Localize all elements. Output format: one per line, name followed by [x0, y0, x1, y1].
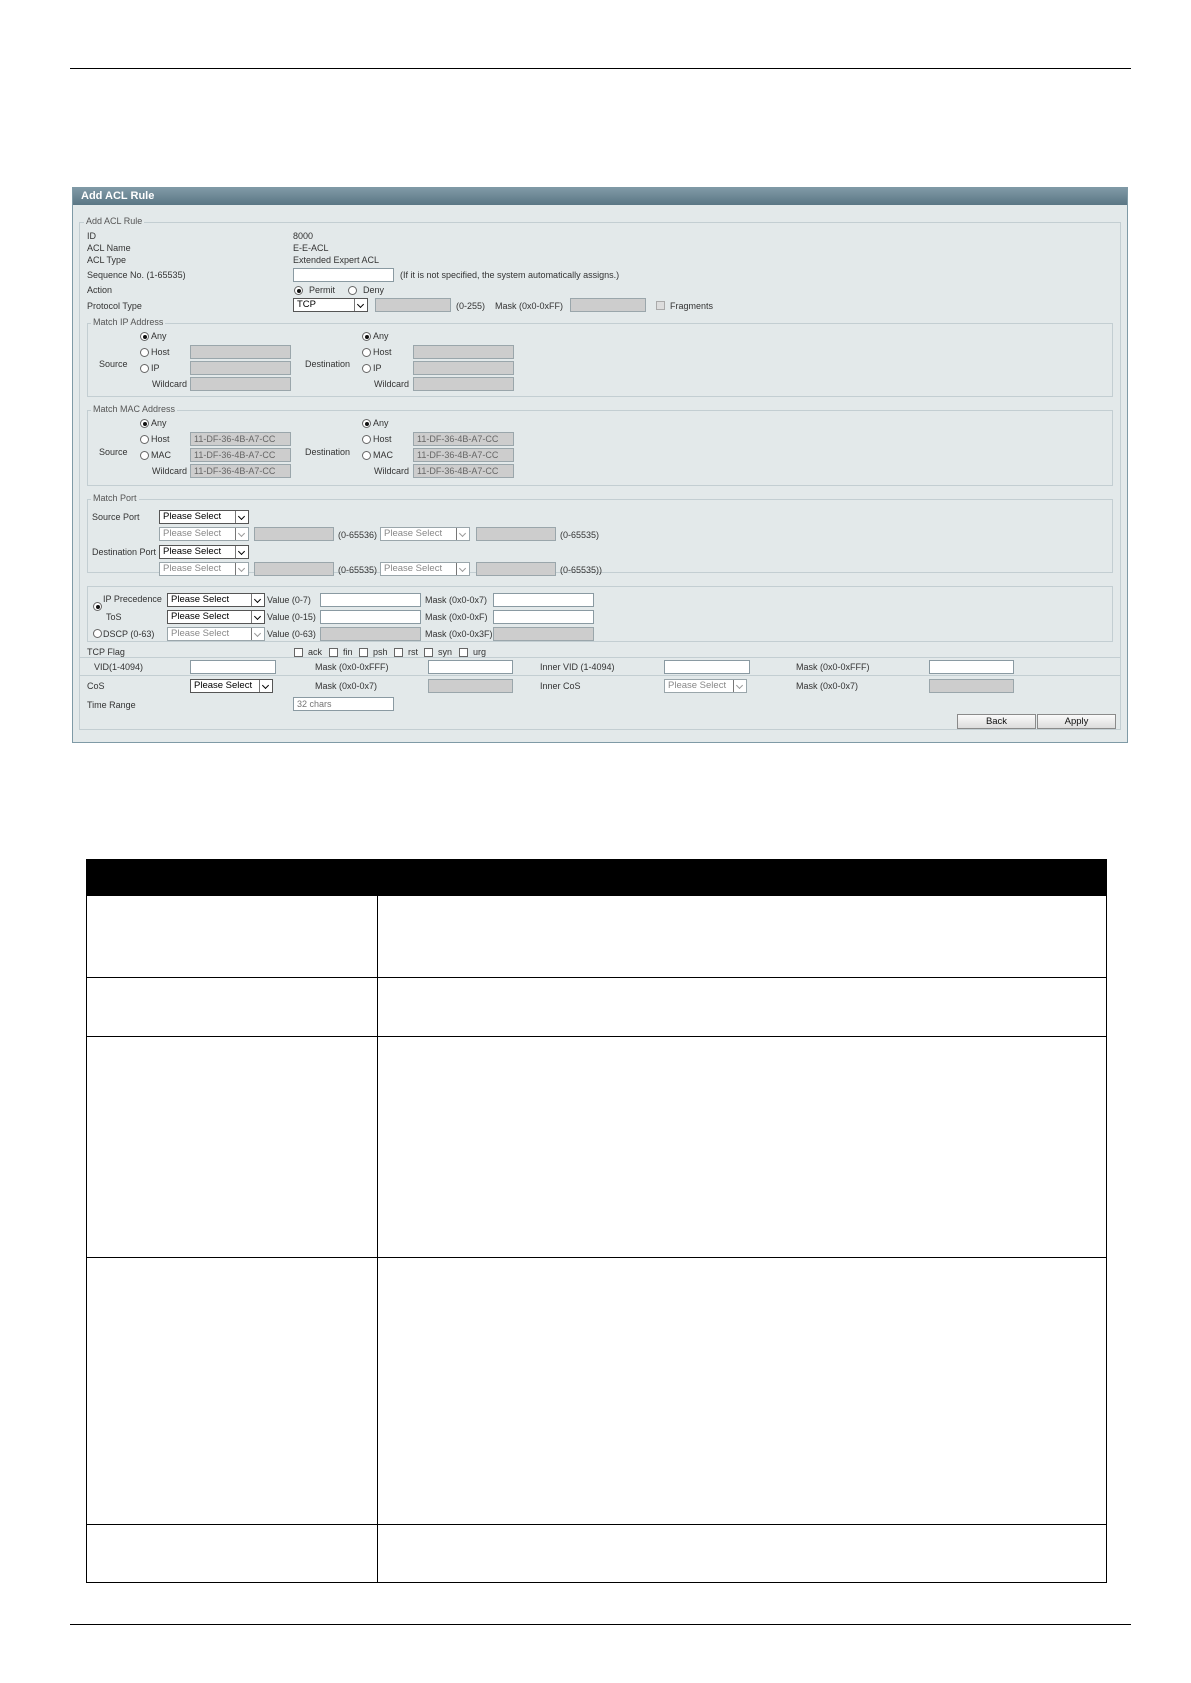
- protocol-type-select[interactable]: TCP: [293, 298, 368, 312]
- ip-precedence-select[interactable]: Please Select: [167, 593, 265, 607]
- mac-source-label: Source: [99, 447, 128, 457]
- destination-port-start-input: [254, 562, 334, 576]
- ip-precedence-mask-label: Mask (0x0-0x7): [425, 595, 488, 605]
- ip-source-ip-input: [190, 361, 291, 375]
- ip-dest-ip-radio[interactable]: [362, 364, 371, 373]
- tos-value-label: Value (0-15): [267, 612, 316, 622]
- match-ip-legend: Match IP Address: [93, 317, 164, 327]
- destination-port-label: Destination Port: [92, 547, 157, 557]
- acl-type-value: Extended Expert ACL: [293, 255, 380, 265]
- cos-label: CoS: [87, 681, 105, 691]
- inner-vid-mask-input[interactable]: [929, 660, 1014, 674]
- acl-name-value: E-E-ACL: [293, 243, 329, 253]
- ip-dest-ip-label: IP: [373, 363, 382, 373]
- mac-dest-any-label: Any: [373, 418, 389, 428]
- ip-source-ip-radio[interactable]: [140, 364, 149, 373]
- mac-dest-wildcard-label: Wildcard: [374, 466, 410, 476]
- id-label: ID: [87, 231, 96, 241]
- source-port-operator-select: Please Select: [159, 527, 249, 541]
- apply-button[interactable]: Apply: [1037, 714, 1116, 729]
- vid-mask-input[interactable]: [428, 660, 513, 674]
- time-range-label: Time Range: [87, 700, 136, 710]
- tcp-flag-rst-checkbox[interactable]: [394, 648, 403, 657]
- ip-dest-host-label: Host: [373, 347, 392, 357]
- dscp-radio[interactable]: [93, 629, 102, 638]
- sequence-label: Sequence No. (1-65535): [87, 270, 186, 280]
- tcp-flag-syn-label: syn: [438, 647, 453, 657]
- chevron-down-icon: [235, 546, 248, 558]
- mac-dest-host-radio[interactable]: [362, 435, 371, 444]
- tcp-flag-urg-label: urg: [473, 647, 487, 657]
- inner-cos-mask-input: [929, 679, 1014, 693]
- destination-port-select[interactable]: Please Select: [159, 545, 249, 559]
- tcp-flag-psh-label: psh: [373, 647, 388, 657]
- mac-dest-host-input: [413, 432, 514, 446]
- time-range-input[interactable]: [293, 697, 394, 711]
- section-title: Add ACL Rule: [86, 216, 143, 226]
- id-value: 8000: [293, 231, 314, 241]
- destination-port-range-2: (0-65535)): [560, 565, 603, 575]
- table-row: [87, 1524, 1106, 1525]
- permit-radio[interactable]: [294, 286, 303, 295]
- mac-source-wildcard-input: [190, 464, 291, 478]
- ip-dest-wildcard-input: [413, 377, 514, 391]
- permit-label: Permit: [309, 285, 336, 295]
- mac-dest-mac-radio[interactable]: [362, 451, 371, 460]
- source-port-start-input: [254, 527, 334, 541]
- action-label: Action: [87, 285, 113, 295]
- tcp-flag-ack-checkbox[interactable]: [294, 648, 303, 657]
- table-column-divider: [377, 896, 378, 1582]
- acl-type-label: ACL Type: [87, 255, 127, 265]
- mac-source-mac-label: MAC: [151, 450, 171, 460]
- chevron-down-icon: [235, 563, 248, 575]
- protocol-range: (0-255): [456, 301, 486, 311]
- inner-cos-select: Please Select: [664, 679, 747, 693]
- ip-precedence-value-label: Value (0-7): [267, 595, 311, 605]
- table-header: [87, 860, 1106, 896]
- ip-source-wildcard-input: [190, 377, 291, 391]
- mac-source-host-label: Host: [151, 434, 170, 444]
- inner-cos-mask-label: Mask (0x0-0x7): [796, 681, 859, 691]
- protocol-mask-input: [570, 298, 646, 312]
- tos-mask-label: Mask (0x0-0xF): [425, 612, 488, 622]
- source-port-select[interactable]: Please Select: [159, 510, 249, 524]
- chevron-down-icon: [235, 511, 248, 523]
- mac-dest-mac-label: MAC: [373, 450, 393, 460]
- tcp-flag-fin-label: fin: [343, 647, 353, 657]
- ip-precedence-value-input[interactable]: [320, 593, 421, 607]
- mac-source-host-radio[interactable]: [140, 435, 149, 444]
- ip-dest-ip-input: [413, 361, 514, 375]
- tcp-flag-ack-label: ack: [308, 647, 323, 657]
- back-button[interactable]: Back: [957, 714, 1036, 729]
- chevron-down-icon: [251, 628, 264, 640]
- chevron-down-icon: [259, 680, 272, 692]
- dscp-value-label: Value (0-63): [267, 629, 316, 639]
- chevron-down-icon: [251, 594, 264, 606]
- deny-label: Deny: [363, 285, 385, 295]
- match-mac-legend: Match MAC Address: [93, 404, 176, 414]
- cos-select[interactable]: Please Select: [190, 679, 273, 693]
- ip-dest-any-radio[interactable]: [362, 332, 371, 341]
- tcp-flag-label: TCP Flag: [87, 647, 125, 657]
- vid-mask-label: Mask (0x0-0xFFF): [315, 662, 389, 672]
- destination-port-range-1: (0-65535): [338, 565, 378, 575]
- chevron-down-icon: [235, 528, 248, 540]
- ip-source-host-label: Host: [151, 347, 170, 357]
- protocol-id-input: [375, 298, 451, 312]
- tos-label: ToS: [106, 612, 122, 622]
- mac-source-any-radio[interactable]: [140, 419, 149, 428]
- ip-source-any-label: Any: [151, 331, 167, 341]
- mac-source-mac-radio[interactable]: [140, 451, 149, 460]
- fragments-checkbox: [656, 301, 665, 310]
- vid-input[interactable]: [190, 660, 276, 674]
- mac-dest-any-radio[interactable]: [362, 419, 371, 428]
- mac-destination-label: Destination: [305, 447, 351, 457]
- tcp-flag-syn-checkbox[interactable]: [424, 648, 433, 657]
- source-port-operator2-select: Please Select: [380, 527, 470, 541]
- ip-precedence-radio[interactable]: [93, 602, 102, 611]
- inner-vid-input[interactable]: [664, 660, 750, 674]
- cos-mask-label: Mask (0x0-0x7): [315, 681, 378, 691]
- sequence-hint: (If it is not specified, the system automatically assigns.): [400, 270, 620, 280]
- ip-precedence-mask-input[interactable]: [493, 593, 594, 607]
- mac-dest-mac-input: [413, 448, 514, 462]
- chevron-down-icon: [456, 528, 469, 540]
- cos-mask-input: [428, 679, 513, 693]
- match-port-legend: Match Port: [93, 493, 137, 503]
- tcp-flag-fin-checkbox[interactable]: [329, 648, 338, 657]
- protocol-type-label: Protocol Type: [87, 301, 142, 311]
- source-port-end-input: [476, 527, 556, 541]
- header-rule: [70, 68, 1131, 69]
- ip-source-label: Source: [99, 359, 128, 369]
- tcp-flag-urg-checkbox[interactable]: [459, 648, 468, 657]
- add-acl-rule-panel: [72, 187, 1128, 743]
- dscp-value-input: [320, 627, 421, 641]
- source-port-label: Source Port: [92, 512, 140, 522]
- dscp-mask-label: Mask (0x0-0x3F): [425, 629, 493, 639]
- inner-vid-label: Inner VID (1-4094): [540, 662, 615, 672]
- ip-precedence-label: IP Precedence: [103, 594, 162, 604]
- dscp-label: DSCP (0-63): [103, 629, 155, 639]
- ip-dest-host-radio[interactable]: [362, 348, 371, 357]
- source-port-range-2: (0-65535): [560, 530, 600, 540]
- chevron-down-icon: [354, 299, 367, 311]
- chevron-down-icon: [456, 563, 469, 575]
- table-row: [87, 1257, 1106, 1258]
- ip-source-any-radio[interactable]: [140, 332, 149, 341]
- table-row: [87, 977, 1106, 978]
- deny-radio[interactable]: [348, 286, 357, 295]
- acl-name-label: ACL Name: [87, 243, 131, 253]
- footer-rule: [70, 1624, 1131, 1625]
- tos-mask-input[interactable]: [493, 610, 594, 624]
- parameter-table: [86, 859, 1107, 1583]
- vid-label: VID(1-4094): [94, 662, 144, 672]
- ip-source-wildcard-label: Wildcard: [152, 379, 188, 389]
- inner-cos-label: Inner CoS: [540, 681, 581, 691]
- dscp-mask-input: [493, 627, 594, 641]
- mac-source-wildcard-label: Wildcard: [152, 466, 188, 476]
- tcp-flag-rst-label: rst: [408, 647, 418, 657]
- mac-dest-wildcard-input: [413, 464, 514, 478]
- destination-port-operator2-select: Please Select: [380, 562, 470, 576]
- ip-destination-label: Destination: [305, 359, 351, 369]
- ip-dest-wildcard-label: Wildcard: [374, 379, 410, 389]
- ip-source-host-input: [190, 345, 291, 359]
- destination-port-operator-select: Please Select: [159, 562, 249, 576]
- source-port-range-1: (0-65536): [338, 530, 378, 540]
- ip-dest-any-label: Any: [373, 331, 389, 341]
- tos-select[interactable]: Please Select: [167, 610, 265, 624]
- chevron-down-icon: [733, 680, 746, 692]
- mac-source-host-input: [190, 432, 291, 446]
- chevron-down-icon: [251, 611, 264, 623]
- inner-vid-mask-label: Mask (0x0-0xFFF): [796, 662, 870, 672]
- panel-title: Add ACL Rule: [73, 188, 1127, 205]
- sequence-input[interactable]: [293, 268, 394, 282]
- ip-dest-host-input: [413, 345, 514, 359]
- ip-source-ip-label: IP: [151, 363, 160, 373]
- mac-dest-host-label: Host: [373, 434, 392, 444]
- ip-source-host-radio[interactable]: [140, 348, 149, 357]
- mac-source-mac-input: [190, 448, 291, 462]
- dscp-select: Please Select: [167, 627, 265, 641]
- mac-source-any-label: Any: [151, 418, 167, 428]
- tcp-flag-psh-checkbox[interactable]: [359, 648, 368, 657]
- table-row: [87, 1036, 1106, 1037]
- destination-port-end-input: [476, 562, 556, 576]
- tos-value-input[interactable]: [320, 610, 421, 624]
- fragments-label: Fragments: [670, 301, 714, 311]
- protocol-mask-label: Mask (0x0-0xFF): [495, 301, 564, 311]
